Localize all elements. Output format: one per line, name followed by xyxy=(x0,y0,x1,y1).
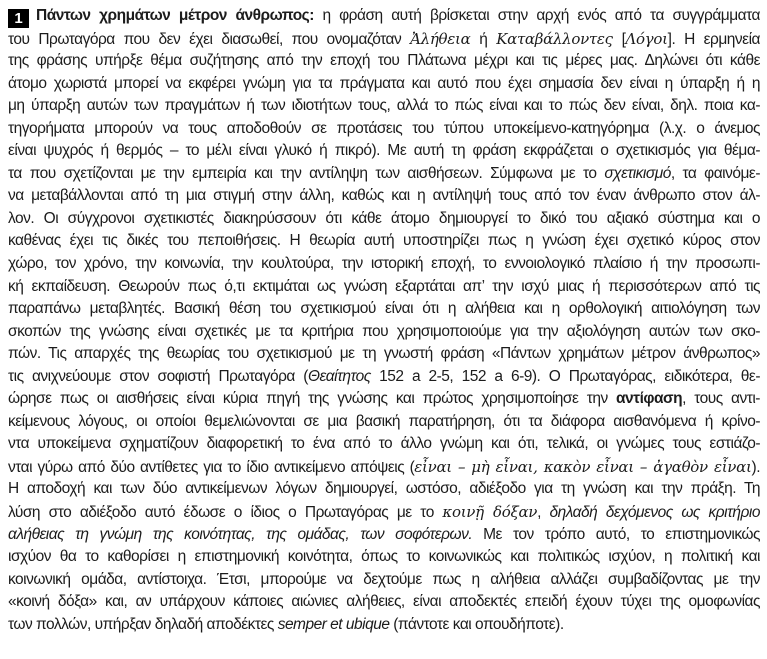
text-segment: , xyxy=(537,504,550,522)
text-segment: Θεαίτητος xyxy=(307,367,371,385)
text-segment: άτομο χωριστά μπορεί να εκφέρει γνώμη για τα πράγματα και αυτό που έχει σημασία δεν είναι η ύπαρξη ή η xyxy=(8,74,760,92)
text-line xyxy=(8,546,760,569)
text-segment: τα που σχετίζονται με την εμπειρία και την αντίληψη των αισθήσεων. Σύμφωνα με το xyxy=(8,164,605,182)
text-segment: του Πρωταγόρα που δεν έχει διασωθεί, που ονομαζόταν xyxy=(8,30,411,48)
text-line xyxy=(8,388,760,411)
text-segment: λον. Οι σύγχρονοι σχετικιστές διακηρύσσουν ότι κάθε άτομο δημιουργεί το δικό του αξιακό σύστημα και ο xyxy=(8,209,760,227)
text-segment: semper et ubique xyxy=(277,615,390,633)
text-segment: ντα υποκείμενα σχηματίζουν διαφορετική το ένα από το άλλο γνώμη και ότι, τελικά, οι γνώμες τους εστιάζο- xyxy=(8,435,760,453)
text-line xyxy=(8,524,760,547)
text-segment: Λόγοι xyxy=(625,29,668,48)
text-line xyxy=(8,118,760,141)
text-segment: μη ύπαρξη αυτών των πραγμάτων ή των ιδιοτήτων τους, αλλά το πώς είναι και το πώς δεν είναι, δηλ. ποια κα- xyxy=(8,97,760,115)
text-line xyxy=(8,276,760,299)
text-segment: κή εκπαίδευση. Θεωρούν πως ό,τι εκτιμάται ως γνώση εξαρτάται απ’ την ισχύ μιας ή περισσότερων από τις xyxy=(8,277,760,295)
text-segment: σκοπών της γνώσης είναι σχετικές με τα κριτήρια που χρησιμοποιούμε για την αξιολόγηση αυτών των σκο- xyxy=(8,322,760,340)
text-segment: σχετικισμό xyxy=(604,164,671,182)
text-line xyxy=(8,321,760,344)
text-line xyxy=(8,569,760,592)
text-segment: (πάντοτε και οπουδήποτε). xyxy=(389,615,564,633)
text-segment: Η αποδοχή και των δύο αντικείμενων λόγων δημιουργεί, ωστόσο, αδιέξοδο για τη γνώση και την πράξη. Τη xyxy=(8,480,760,498)
text-segment: η φράση αυτή βρίσκεται στην αρχή ενός από τα συγγράμματα xyxy=(313,7,760,24)
text-segment: ή xyxy=(470,30,497,48)
text-line xyxy=(8,73,760,96)
text-line xyxy=(8,366,760,389)
text-line xyxy=(8,208,760,231)
text-segment: Πάντων χρημάτων μέτρον άνθρωπος: xyxy=(36,7,314,24)
text-line xyxy=(8,230,760,253)
text-segment: εἶναι – μὴ εἶναι, κακὸν εἶναι – ἀγαθὸν εἶναι xyxy=(414,457,752,476)
text-line xyxy=(8,28,760,51)
text-segment: χώρο, τον χρόνο, την κοινωνία, την κουλτούρα, την ιστορική εποχή, το εννοιολογικό πλαίσιο ή την προσωπι- xyxy=(8,255,760,273)
paragraph-body xyxy=(8,5,760,636)
text-segment: κείμενους λόγους, οι οποίοι θεμελιώνονται σε μια βασική παρατήρηση, ότι τα διάφορα αισθανόμενα ή κρίνο- xyxy=(8,412,760,430)
text-line xyxy=(8,185,760,208)
text-segment: κοινωνική ομάδα, αντίστοιχα. Έτσι, μπορούμε να δεχτούμε πως η αλήθεια αλλάζει συμβαδίζοντας με την xyxy=(8,570,760,588)
text-segment: να μεταβάλλονται από τη μια στιγμή στην άλλη, καθώς και η αντίληψή τους από τον έναν άνθρωπο στον άλ- xyxy=(8,187,760,205)
text-segment: καθένας έχει τις δικές του πεποιθήσεις. Η θεωρία αυτή υποστηρίζει πως η γνώση έχει σχετικό κύρος στον xyxy=(8,232,760,250)
text-line xyxy=(8,253,760,276)
text-segment: Καταβάλλοντες xyxy=(496,29,613,48)
text-line xyxy=(8,5,760,28)
text-line xyxy=(8,411,760,434)
text-segment: ισχύον θα το καθορίσει η επιστημονική κοινότητα, όπως το κοινωνικώς και πολιτικώς ισχύον, η πολιτική και xyxy=(8,548,760,566)
text-line xyxy=(8,50,760,73)
text-line xyxy=(8,95,760,118)
text-segment: πών. Τις απαρχές της θεωρίας του σχετικισμού με τη γνωστή φράση «Πάντων χρημάτων μέτρον άνθρωπος» xyxy=(8,345,760,363)
text-line xyxy=(8,343,760,366)
text-segment: Ἀλήθεια xyxy=(410,29,471,48)
text-segment: [ xyxy=(612,30,626,48)
text-line xyxy=(8,478,760,501)
text-line xyxy=(8,163,760,186)
text-line xyxy=(8,456,760,479)
text-line xyxy=(8,433,760,456)
text-segment: της φράσης υπήρξε θέμα συζήτησης από την εποχή του Πλάτωνα μέχρι και τις μέρες μας. Δηλώνει ότι κάθε xyxy=(8,52,760,70)
text-line xyxy=(8,614,760,637)
text-line xyxy=(8,140,760,163)
text-line xyxy=(8,298,760,321)
text-segment: τηγορήματα μπορούν να τους αποδοθούν σε προτάσεις του τύπου υποκείμενο-κατηγόρημα (λ.χ. ο άνεμος xyxy=(8,119,760,137)
text-segment: ώρησε πως οι αισθήσεις είναι κύρια πηγή της γνώσης και πρώτος χρησιμοποίησε την xyxy=(8,390,617,408)
text-line xyxy=(8,501,760,524)
text-segment: παραπάνω μεταβλητές. Βασική θέση του σχετικισμού είναι ότι η αλήθεια και η ορθολογική αιτιολόγηση των xyxy=(8,300,760,318)
text-segment: αλήθειας τη γνώμη της κοινότητας, της ομάδας, των σοφότερων. xyxy=(8,525,473,543)
text-segment: νται γύρω από δύο αντίθετες για το ίδιο αντικείμενο απόψεις ( xyxy=(8,458,415,476)
text-segment: αντίφαση xyxy=(616,390,683,408)
section-number-badge: 1 xyxy=(8,9,29,28)
text-segment: λύση στο αδιέξοδο αυτό έδωσε ο ίδιος ο Πρωταγόρας με το xyxy=(8,504,443,522)
text-segment: τις ανιχνεύουμε στον σοφιστή Πρωταγόρα ( xyxy=(8,367,308,385)
text-segment: Με τον τρόπο αυτό, το επιστημονικώς xyxy=(472,525,760,543)
text-segment: , τα φαινόμε- xyxy=(670,164,760,182)
text-segment: ]. Η ερμηνεία xyxy=(667,30,760,48)
text-segment: κοινῇ δόξαν xyxy=(442,503,538,522)
text-segment: «κοινή δόξα» και, αν υπάρχουν κάποιες αιώνιες αλήθειες, είναι αποδεκτές επειδή έχουν τύχει της ομοφωνίας xyxy=(8,593,760,611)
text-segment: 152 a 2-5, 152 a 6-9). Ο Πρωταγόρας, ειδικότερα, θε- xyxy=(370,367,760,385)
text-segment: των πολλών, υπήρξαν δηλαδή αποδέκτες xyxy=(8,615,278,633)
text-segment: δηλαδή δεχόμενος ως κριτήριο xyxy=(549,504,760,522)
text-segment: ). xyxy=(751,458,760,476)
text-segment: , τους αντι- xyxy=(682,390,760,408)
text-segment: είναι ψυχρός ή θερμός – το μέλι είναι γλυκό ή πικρό). Με αυτή τη φράση εκφράζεται ο σχετικισμός για θέμα- xyxy=(8,142,760,160)
text-line xyxy=(8,591,760,614)
